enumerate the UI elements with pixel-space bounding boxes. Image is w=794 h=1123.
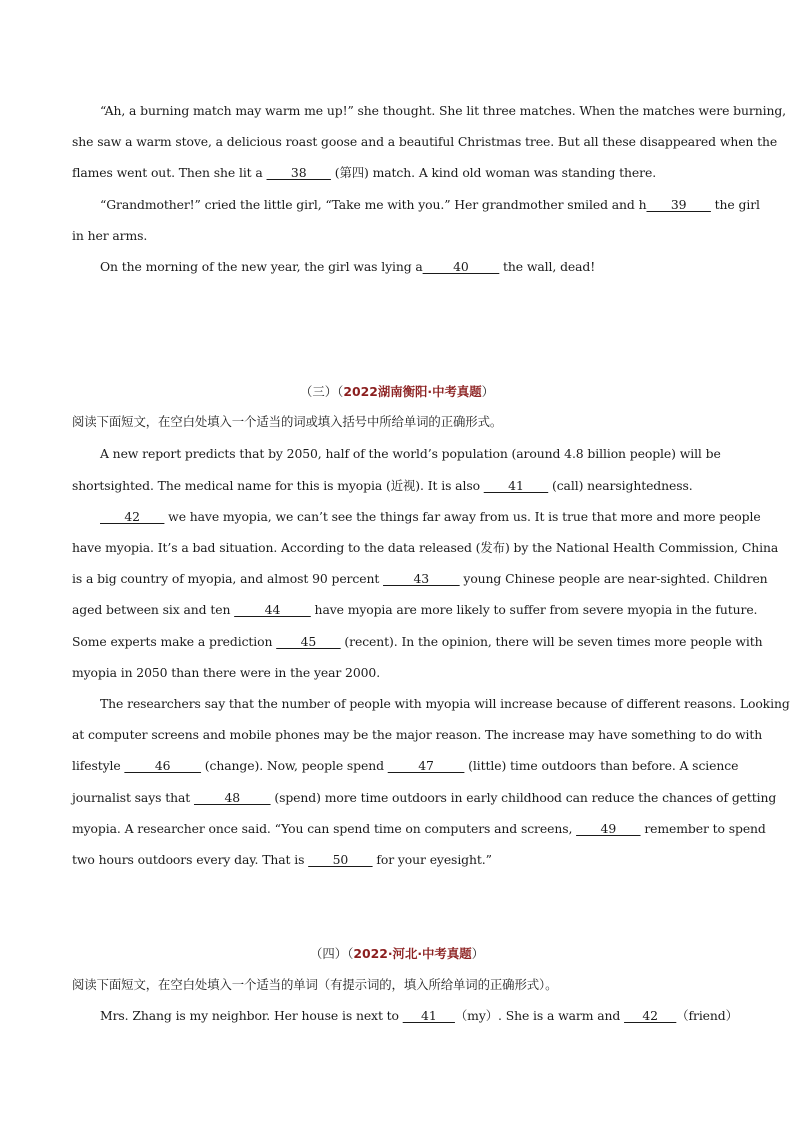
passage-line bbox=[100, 197, 760, 213]
text-run: for your eyesight.” bbox=[372, 852, 492, 867]
text-run: (recent). In the opinion, there will be seven times more people with bbox=[340, 634, 763, 649]
text-run: aged between six and ten bbox=[72, 602, 235, 617]
text-run: （my）. She is a warm and bbox=[454, 1008, 625, 1023]
passage-line: in her arms. bbox=[72, 228, 148, 243]
passage-line bbox=[72, 790, 777, 806]
passage-line: she saw a warm stove, a delicious roast goose and a beautiful Christmas tree. But all these disappeared when the bbox=[72, 134, 778, 149]
blank-44[interactable]: _____44_____ bbox=[234, 602, 311, 617]
blank-42[interactable]: ___42___ bbox=[624, 1008, 677, 1023]
heading-close: ） bbox=[481, 384, 495, 399]
text-run: young Chinese people are near-sighted. Children bbox=[459, 571, 768, 586]
passage-line: myopia in 2050 than there were in the year 2000. bbox=[72, 665, 381, 680]
text-run: the girl bbox=[710, 197, 760, 212]
passage-line: “Ah, a burning match may warm me up!” she thought. She lit three matches. When the matches were burning, bbox=[100, 103, 787, 118]
passage-line bbox=[72, 602, 758, 618]
passage-line bbox=[72, 571, 768, 587]
text-run: two hours outdoors every day. That is bbox=[72, 852, 309, 867]
text-run: journalist says that bbox=[72, 790, 194, 805]
text-run: myopia. A researcher once said. “You can spend time on computers and screens, bbox=[72, 821, 577, 836]
text-run: Some experts make a prediction bbox=[72, 634, 277, 649]
text-run: (第四) match. A kind old woman was standing there. bbox=[330, 165, 657, 180]
blank-45[interactable]: ____45____ bbox=[276, 634, 341, 649]
heading-close: ） bbox=[471, 946, 484, 961]
passage-line bbox=[100, 1008, 738, 1024]
blank-40[interactable]: _____40_____ bbox=[422, 259, 500, 274]
passage-line bbox=[100, 259, 722, 275]
blank-49[interactable]: ____49____ bbox=[576, 821, 641, 836]
text-run: we have myopia, we can’t see the things far away from us. It is true that more and more people bbox=[164, 509, 761, 524]
passage-line: The researchers say that the number of people with myopia will increase because of different reasons. Looking bbox=[100, 696, 790, 711]
text-run: have myopia are more likely to suffer from severe myopia in the future. bbox=[310, 602, 758, 617]
blank-47[interactable]: _____47_____ bbox=[387, 758, 465, 773]
text-run: (little) time outdoors than before. A science bbox=[464, 758, 739, 773]
text-run: shortsighted. The medical name for this is myopia (近视). It is also bbox=[72, 478, 484, 493]
section-3-instruction: 阅读下面短文，在空白处填入一个适当的词或填入括号中所给单词的正确形式。 bbox=[72, 414, 503, 429]
text-run: flames went out. Then she lit a bbox=[72, 165, 267, 180]
source-tag: 2022湖南衡阳·中考真题 bbox=[343, 384, 482, 399]
blank-39[interactable]: ____39____ bbox=[646, 197, 711, 212]
section-3-heading bbox=[0, 384, 794, 400]
passage-line bbox=[72, 758, 739, 774]
text-run: is a big country of myopia, and almost 90 percent bbox=[72, 571, 384, 586]
text-run: On the morning of the new year, the girl was lying a bbox=[100, 259, 423, 274]
blank-46[interactable]: _____46_____ bbox=[124, 758, 201, 773]
passage-line: A new report predicts that by 2050, half of the world’s population (around 4.8 billion people) will be bbox=[100, 446, 721, 461]
blank-48[interactable]: _____48_____ bbox=[193, 790, 271, 805]
text-run: (spend) more time outdoors in early childhood can reduce the chances of getting bbox=[270, 790, 777, 805]
text-run: （friend） bbox=[676, 1008, 738, 1023]
blank-43[interactable]: _____43_____ bbox=[383, 571, 460, 586]
passage-line: at computer screens and mobile phones may be the major reason. The increase may have something to do with bbox=[72, 727, 763, 742]
blank-50[interactable]: ____50____ bbox=[308, 852, 373, 867]
text-run: the wall, dead! bbox=[499, 259, 596, 274]
passage-line bbox=[72, 165, 722, 181]
passage-line: have myopia. It’s a bad situation. According to the data released (发布) by the National Health Commission, China bbox=[72, 540, 779, 555]
heading-open: （四）（ bbox=[309, 946, 354, 961]
section-4-heading bbox=[0, 946, 794, 962]
section-4-instruction: 阅读下面短文，在空白处填入一个适当的单词（有提示词的，填入所给单词的正确形式）。 bbox=[72, 977, 558, 992]
text-run: “Grandmother!” cried the little girl, “Take me with you.” Her grandmother smiled and h bbox=[100, 197, 647, 212]
passage-line bbox=[72, 634, 763, 650]
blank-41[interactable]: ____41____ bbox=[483, 478, 549, 493]
text-run: (change). Now, people spend bbox=[200, 758, 388, 773]
blank-41[interactable]: ___41___ bbox=[402, 1008, 455, 1023]
text-run: remember to spend bbox=[640, 821, 766, 836]
heading-open: （三）（ bbox=[299, 384, 344, 399]
passage-line bbox=[100, 509, 761, 525]
text-run: lifestyle bbox=[72, 758, 125, 773]
blank-38[interactable]: ____38____ bbox=[266, 165, 331, 180]
passage-line bbox=[72, 478, 722, 494]
text-run: (call) nearsightedness. bbox=[548, 478, 693, 493]
blank-42[interactable]: ____42____ bbox=[100, 509, 165, 524]
passage-line bbox=[72, 821, 766, 837]
text-run: Mrs. Zhang is my neighbor. Her house is next to bbox=[100, 1008, 403, 1023]
passage-line bbox=[72, 852, 722, 868]
source-tag: 2022·河北·中考真题 bbox=[353, 946, 472, 961]
